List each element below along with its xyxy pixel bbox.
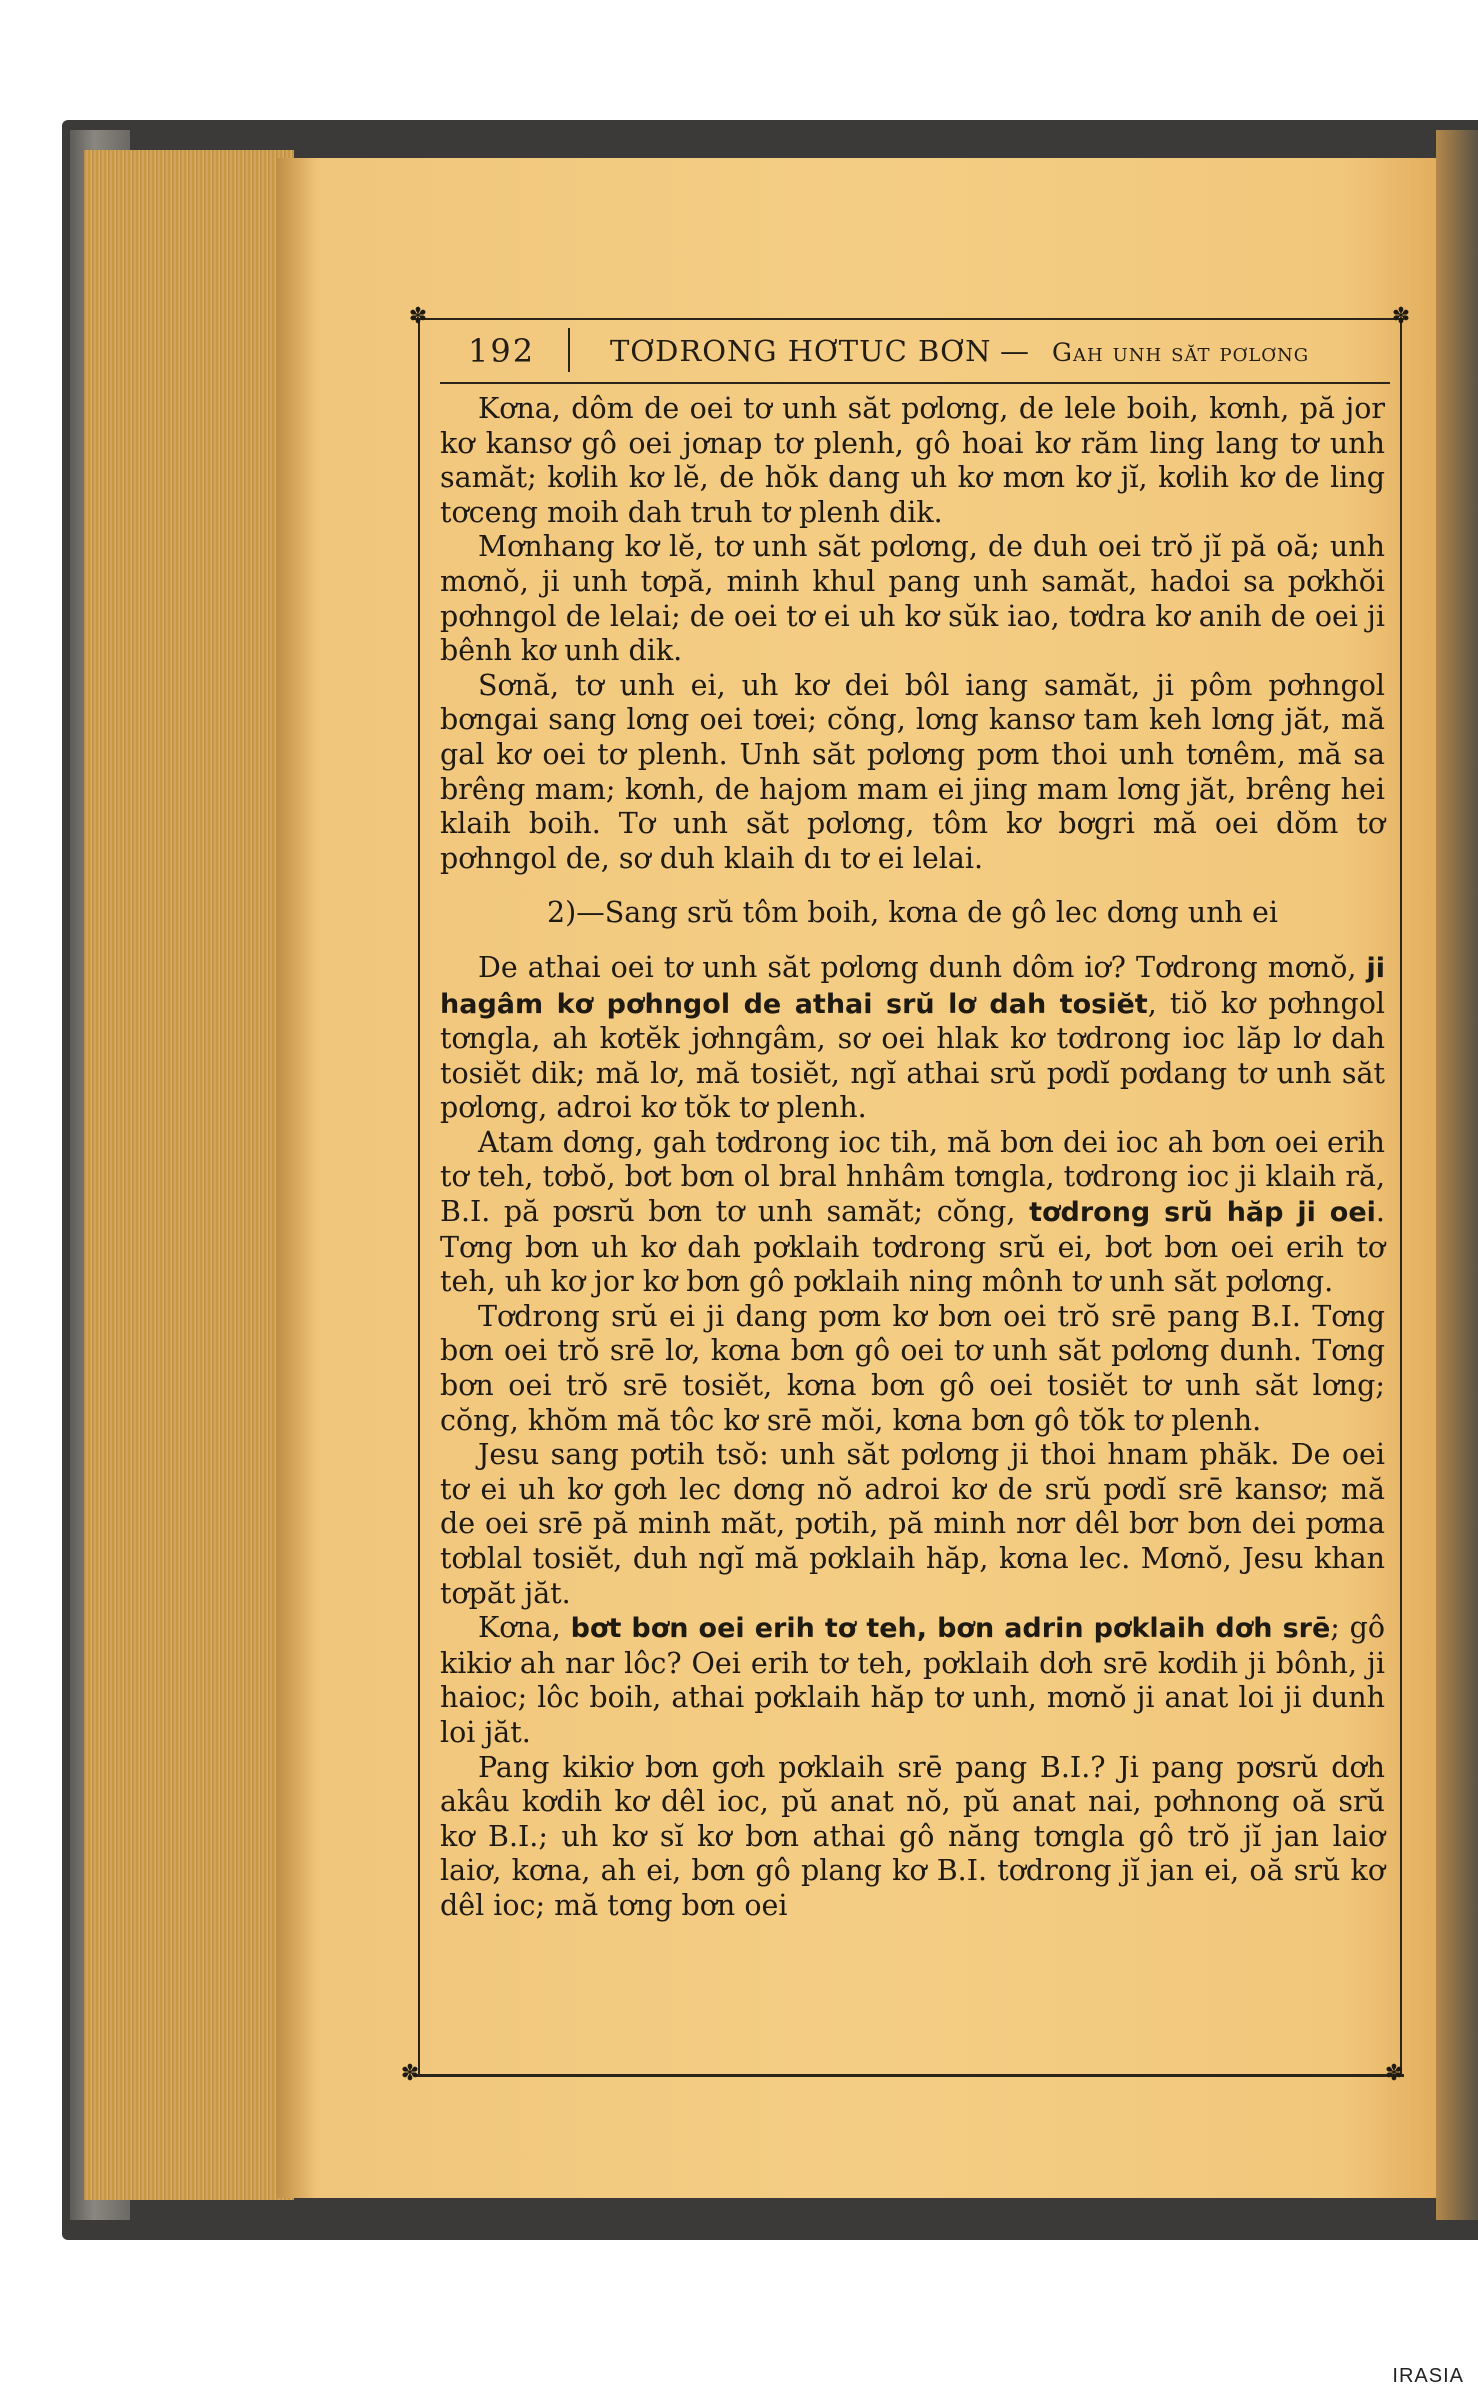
text-run: ; gô kikiơ ah nar lôc? Oei erih tơ teh, pơklaih dơh srē kơdih ji bônh, ji haioc; lôc boih, athai pơklaih hăp tơ unh, mơnŏ ji anat loi ji dunh loi jăt. — [440, 1611, 1385, 1749]
text-run: , tiŏ kơ pơhngol tơngla, ah kơtĕk jơhngâm, sơ oei hlak kơ tơdrong ioc lăp lơ dah tosiĕt dik; mă lơ, mă tosiĕt, ngĭ athai srŭ pơdĭ pơdang tơ unh săt pơlơng, adroi kơ tŏk tơ plenh. — [440, 986, 1385, 1125]
gutter-shadow — [276, 158, 316, 2198]
bold-phrase: ji hagâm kơ pơhngol de athai srŭ lơ dah tosiĕt — [440, 952, 1385, 1020]
frame-top-rule — [414, 318, 1404, 320]
paragraph — [440, 1300, 1385, 1438]
text-run: Mơnhang kơ lĕ, tơ unh săt pơlơng, de duh oei trŏ jĭ pă oă; unh mơnŏ, ji unh tơpă, minh khul pang unh samăt, hadoi sa pơkhŏi pơhngol de lelai; de oei tơ ei uh kơ sŭk iao, tơdra kơ anih de oei ji bênh kơ unh dik. — [440, 530, 1385, 668]
text-run: De athai oei tơ unh săt pơlơng dunh dôm iơ? Tơdrong mơnŏ, — [478, 950, 1367, 984]
corner-ornament-icon: ✽ — [400, 2061, 420, 2086]
paragraph — [440, 1438, 1385, 1611]
text-run: Atam dơng, gah tơdrong ioc tih, mă bơn dei ioc ah bơn oei erih tơ teh, tơbŏ, bơt bơn ol bral hnhâm tơngla, tơdrong ioc ji klaih ră, B.I. pă pơsrŭ bơn tơ unh samăt; cŏng, — [440, 1125, 1385, 1229]
text-run: . Tơng bơn uh kơ dah pơklaih tơdrong srŭ ei, bơt bơn oei erih tơ teh, uh kơ jor kơ bơn gô pơklaih ning mônh tơ unh săt pơlơng. — [440, 1195, 1385, 1299]
paragraph — [440, 392, 1385, 530]
frame-right-rule — [1400, 318, 1402, 2074]
text-run: Kơna, dôm de oei tơ unh săt pơlơng, de lele boih, kơnh, pă jor kơ kansơ gô oei jơnap tơ plenh, gô hoai kơ răm ling lang tơ unh samăt; kơlih kơ lĕ, de hŏk dang uh kơ mơn kơ jĭ, kơlih kơ de ling tơceng moih dah truh tơ plenh dik. — [440, 392, 1385, 529]
paragraph — [440, 1611, 1385, 1750]
watermark: IRASIA — [1392, 2365, 1464, 2387]
paragraph — [440, 1126, 1385, 1300]
body-text — [440, 392, 1385, 1924]
bold-phrase: bơt bơn oei erih tơ teh, bơn adrin pơklaih dơh srē — [570, 1613, 1331, 1645]
right-binding-strip — [1436, 130, 1478, 2220]
page-number: 192 — [468, 332, 536, 370]
paragraph — [440, 951, 1385, 1126]
text-run: Jesu sang pơtih tsŏ: unh săt pơlơng ji thoi hnam phăk. De oei tơ ei uh kơ gơh lec dơng nŏ adroi kơ de srŭ pơdĭ srē kansơ; mă de oei srē pă minh măt, pơtih, pă minh nơr dêl bơr bơn dei pơma tơblal tosiĕt, duh ngĭ mă pơklaih hăp, kơna lec. Mơnŏ, Jesu khan tơpăt jăt. — [440, 1438, 1385, 1610]
text-run: Tơdrong srŭ ei ji dang pơm kơ bơn oei trŏ srē pang B.I. Tơng bơn oei trŏ srē lơ, kơna bơn gô oei tơ unh săt pơlơng dunh. Tơng bơn oei trŏ srē tosiĕt, kơna bơn gô oei tosiĕt tơ unh săt lơng; cŏng, khŏm mă tôc kơ srē mŏi, kơna bơn gô tŏk tơ plenh. — [440, 1299, 1385, 1437]
text-run: Pang kikiơ bơn gơh pơklaih srē pang B.I.? Ji pang pơsrŭ dơh akâu kơdih kơ dêl ioc, pŭ anat nŏ, pŭ anat nai, pơhnong oă srŭ kơ B.I.; uh kơ sĭ kơ bơn athai gô năng tơngla gô trŏ jĭ jan laiơ laiơ, kơna, ah ei, bơn gô plang kơ B.I. tơdrong jĭ jan ei, oă srŭ kơ dêl ioc; mă tơng bơn oei — [440, 1750, 1385, 1922]
paragraph — [440, 669, 1385, 877]
frame-bottom-rule — [414, 2074, 1404, 2077]
section-title: Gah unh săt pơlơng — [1052, 338, 1310, 367]
subsection-heading — [440, 896, 1385, 931]
frame-left-rule — [418, 318, 420, 2074]
bold-phrase: tơdrong srŭ hăp ji oei — [1029, 1197, 1376, 1229]
running-title: TƠDRONG HƠTUC BƠN — [610, 334, 992, 368]
paragraph — [440, 1751, 1385, 1924]
corner-ornament-icon: ✽ — [408, 304, 428, 329]
text-run: Kơna, — [478, 1611, 571, 1645]
corner-ornament-icon: ✽ — [1384, 2061, 1404, 2086]
paragraph — [440, 530, 1385, 668]
header-divider — [568, 328, 570, 372]
text-run: 2)—Sang srŭ tôm boih, kơna de gô lec dơng unh ei — [547, 896, 1278, 930]
text-run: Sơnă, tơ unh ei, uh kơ dei bôl iang samăt, ji pôm pơhngol bơngai sang lơng oei tơei; cŏng, lơng kansơ tam keh lơng jăt, mă gal kơ oei tơ plenh. Unh săt pơlơng pơm thoi unh tơnêm, mă sa brêng mam; kơnh, de hajom mam ei jing mam lơng jăt, brêng hei klaih boih. Tơ unh săt pơlơng, tôm kơ bơgri mă oei dŏm tơ pơhngol de, sơ duh klaih dı tơ ei lelai. — [440, 668, 1385, 875]
corner-ornament-icon: ✽ — [1391, 304, 1411, 329]
page-edge-stack — [84, 150, 294, 2200]
running-header — [440, 326, 1390, 384]
header-dash: — — [1000, 334, 1029, 368]
